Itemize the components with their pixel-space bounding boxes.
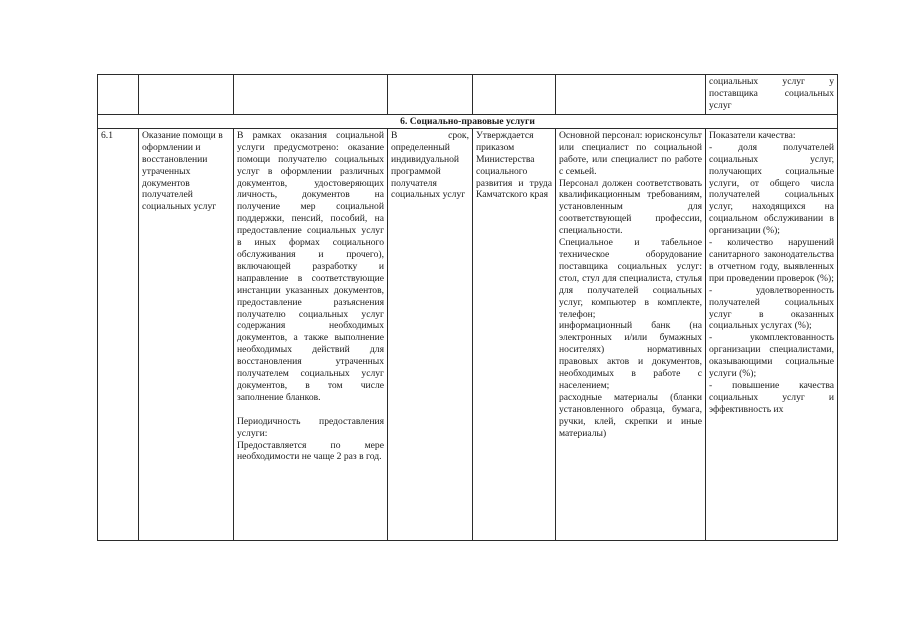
conditions-materials: расходные материалы (бланки установленного образца, бумага, ручки, клей, скрепки и иные материалы) (559, 391, 702, 439)
indicator-share: - доля получателей социальных услуг, получающих социальные услуги, от общего числа получателей социальных услуг, находящихся на социальном обслуживании в организации (%); (709, 141, 834, 237)
cell-number-empty (98, 75, 139, 115)
conditions-staff: Основной персонал: юрисконсульт или специалист по социальной работе, или специалист по работе с семьей. (559, 129, 702, 177)
indicator-staffing: - укомплектованность организации специалистами, оказывающими социальные услуги (%); (709, 332, 834, 380)
conditions-info-bank: информационный банк (на электронных и/или бумажных носителях) нормативных правовых актов и документов, необходимых в работе с населением; (559, 320, 702, 391)
indicator-quality: - повышение качества социальных услуг и эффективность их (709, 379, 834, 415)
cell-name-empty (139, 75, 234, 115)
section-heading-row (98, 115, 838, 129)
cell-term-empty (388, 75, 473, 115)
cell-indicators-tail: социальных услуг у поставщика социальных услуг (706, 75, 838, 115)
services-table (97, 74, 838, 541)
content-text: В рамках оказания социальной услуги предусмотрено: оказание помощи получателю социальных услуг в оформлении различных документов, удостоверяющих личность, документов на получение мер социальной поддержки, пенсий, пособий, на предоставление социальных услуг в иных формах социального обслуживания и прочего), включающей разработку и направление в соответствующие инстанции указанных документов, предоставление разъяснения получателю социальных услуг содержания необходимых документов, а также выполнение необходимых действий для восстановления утраченных получателем социальных услуг документов, в том числе заполнение бланков. (237, 129, 384, 403)
cell-conditions-empty (556, 75, 706, 115)
table-row-continuation (98, 75, 838, 115)
cell-term: В срок, определенный индивидуальной программой получателя социальных услуг (388, 128, 473, 540)
indicators-heading: Показатели качества: (709, 129, 796, 141)
cell-tariff-empty (473, 75, 556, 115)
cell-tariff: Утверждается приказом Министерства социального развития и труда Камчатского края (473, 128, 556, 540)
indicator-violations: - количество нарушений санитарного законодательства в отчетном году, выявленных при проведении проверок (%); (709, 237, 834, 284)
cell-indicators (706, 128, 838, 540)
indicator-satisfaction: - удовлетворенность получателей социальных услуг в оказанных социальных услугах (%); (709, 284, 834, 332)
cell-conditions (556, 128, 706, 540)
table-row-6-1 (98, 128, 838, 540)
cell-content-empty (234, 75, 388, 115)
cell-service-content (234, 128, 388, 540)
cell-number: 6.1 (98, 128, 139, 540)
conditions-equipment: Специальное и табельное техническое оборудование поставщика социальных услуг: стол, стул для специалиста, стулья для получателей социальных услуг, компьютер в комплекте, телефон; (559, 237, 702, 320)
periodicity-label: Периодичность предоставления услуги: (237, 415, 384, 439)
conditions-qualification: Персонал должен соответствовать квалификационным требованиям, установленным для соответствующей профессии, специальности. (559, 177, 702, 237)
periodicity-text: Предоставляется по мере необходимости не чаще 2 раз в год. (237, 439, 384, 463)
section-title: 6. Социально-правовые услуги (98, 115, 838, 129)
cell-service-name: Оказание помощи в оформлении и восстановлении утраченных документов получателей социальных услуг (139, 128, 234, 540)
